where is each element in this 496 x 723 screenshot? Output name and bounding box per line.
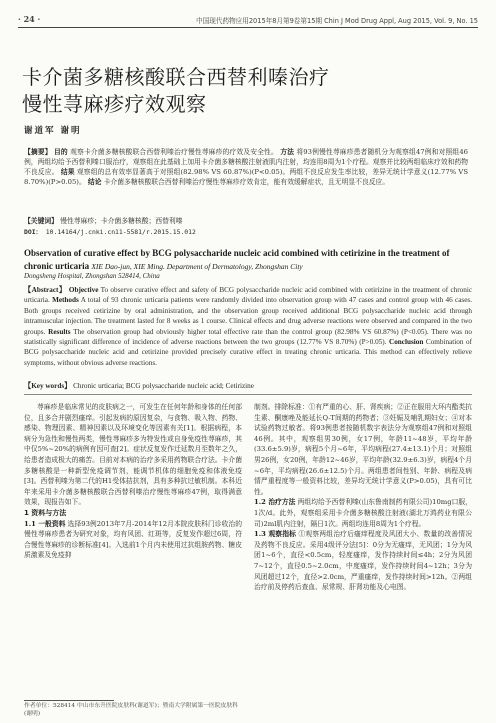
section-1-3-text: ①观察两组治疗后瘙痒程度及风团大小、数量的改善情况及药物不良反应。采用4级评分法[5]：0分为无瘙痒，无风团；1分为风团1~6个，直径<0.5cm，轻度瘙痒，发作持续时间≤4h；2分为风团7~12个，直径0.5~2.0cm，中度瘙痒，发作持续时间4~12h；3分为风团超过12个，直径>2.0cm，严重瘙痒，发作持续时间>12h。②两组治疗前及停药后查血、尿常规、肝肾功能及心电图。 [254, 530, 472, 592]
english-title-block [24, 247, 472, 273]
english-conclusion-label: Conclusion [389, 338, 424, 347]
results-label: 结果 [60, 168, 75, 176]
section-heading-observation: 1.3 观察指标 [254, 530, 297, 539]
section-1-1-text: 选择93例2013年7月-2014年12月本院皮肤科门诊收治的慢性荨麻疹患者为研究对象，均有风团、红斑等，反复发作超过6周，符合慢性荨麻疹的诊断标准[4]。入选前1个月内未使用过抗组胺药物、糖皮质激素及免疫抑 [24, 519, 242, 560]
running-header [18, 14, 478, 26]
exclusion-paragraph: 制剂。排除标准：①有严重的心、肝、肾疾病；②正在服用大环内酯类抗生素、酮康唑及能延长Q-T间期的药物者；③妊娠及哺乳期妇女；④对本试验药物过敏者。将93例患者按随机数字表法分为观察组47例和对照组46例。其中，观察组男30例，女17例，年龄11~48岁，平均年龄(33.6±5.9)岁，病程5个月~6年，平均病程(27.4±13.1)个月；对照组男26例，女20例，年龄12~46岁，平均年龄(32.9±6.3)岁，病程4个月~6年，平均病程(26.6±12.5)个月。两组患者间性别、年龄、病程及病情严重程度等一般资料比较，差异均无统计学意义(P>0.05)，具有可比性。 [254, 403, 472, 496]
section-1-1-paragraph [24, 519, 242, 561]
doi-label: DOI： [24, 228, 42, 236]
chinese-keywords [24, 216, 468, 226]
english-results-text: The observation group had obviously higher total effective rate than the control group (82.98% VS 60.87%) (P<0.05). There was no statistically significant difference of incidence of adverse reactions between the two groups (12.77% VS 8.70%) (P>0.05). [24, 327, 473, 347]
methods-label: 方法 [280, 148, 295, 156]
doi [24, 227, 468, 237]
section-heading-treatment: 1.2 治疗方法 [254, 498, 296, 507]
results-text: 观察组的总有效率显著高于对照组(82.98% VS 60.87%)(P<0.05)。两组不良反应发生率比较，差异无统计学意义(12.77% VS 8.70%)(P>0.05)。 [24, 168, 468, 186]
keywords-text: 慢性荨麻疹；卡介菌多糖核酸；西替利嗪 [60, 217, 183, 225]
authors: 谢道军 谢明 [24, 126, 82, 136]
body-column-left [24, 402, 242, 561]
english-abstract [24, 285, 472, 368]
section-1-3-paragraph [254, 529, 472, 593]
title-line-1: 卡介菌多糖核酸联合西替利嗪治疗 [22, 65, 330, 89]
english-conclusion-text: Combination of BCG polysaccharide nucleic acid and cetirizine provided precisely curative effect in treating chronic urticaria. This method can effectively relieve symptoms, without obvious adverse reactions. [24, 338, 472, 367]
section-1-2-text: 两组均给予西替利嗪(山东鲁南制药有限公司)10mg口服，1次/d。此外，观察组采用卡介菌多糖核酸注射液(湖北万鸿药业有限公司)2ml肌内注射，隔日1次。两组均连用8周为1个疗程。 [254, 498, 472, 528]
english-methods-label: Methods [52, 296, 79, 305]
english-keywords-text: Chronic urticaria; BCG polysaccharide nucleic acid; Cetirizine [73, 382, 254, 390]
section-heading-general-data: 1.1 一般资料 [24, 519, 66, 528]
article-title [22, 64, 462, 118]
page-number: · 24 · [18, 14, 41, 24]
body-column-right [254, 402, 472, 593]
section-divider [24, 394, 472, 395]
chinese-abstract [24, 147, 468, 187]
methods-text: 将93例慢性荨麻疹患者随机分为观察组47例和对照组46例，两组均给予西替利嗪口服治疗，观察组在此基础上加用卡介菌多糖核酸注射液肌内注射，均连用8周为1个疗程。观察并比较两组临床疗效和药物不良反应。 [24, 148, 469, 176]
english-affiliation: Dongsheng Hospital, Zhongshan 528414, China [24, 272, 160, 280]
english-keywords [24, 381, 472, 391]
english-methods-text: A total of 93 chronic urticaria patients were randomly divided into observation group with 47 cases and control group with 46 cases. Both groups received cetirizine by oral administration, and the observation group received additional BCG polysaccharide nucleic acid through intramuscular injection. The treatment lasted for 8 weeks as 1 course. Clinical effects and drug adverse reactions were observed and compared in the two groups. [24, 296, 472, 336]
english-abstract-label: 【Abstract】 [24, 286, 67, 294]
conclusion-text: 卡介菌多糖核酸联合西替利嗪治疗慢性荨麻疹疗效肯定，能有效缓解症状，且无明显不良反应。 [103, 178, 390, 186]
section-1-2-paragraph [254, 497, 472, 529]
section-heading-materials-methods: 1 资料与方法 [24, 508, 67, 517]
footnote-rule [24, 700, 114, 701]
english-results-label: Results [48, 327, 71, 336]
english-authors: XIE Dao-jun, XIE Ming. Department of Dermatology, Zhongshan City [91, 261, 303, 271]
english-objective-label: Objective [68, 286, 99, 294]
keywords-label: 【关键词】 [24, 217, 58, 225]
english-title: Observation of curative effect by BCG polysaccharide nucleic acid combined with cetirizine in the treatment of chronic urticaria [24, 248, 450, 271]
journal-citation: 中国现代药物应用2015年8月第9卷第15期 Chin J Mod Drug Appl, Aug 2015, Vol. 9, No. 15 [196, 17, 478, 25]
abstract-label: 【摘要】 [24, 148, 52, 156]
conclusion-label: 结论 [87, 178, 102, 186]
english-objective-text: To observe curative effect and safety of BCG polysaccharide nucleic acid combined with cetirizine in the treatment of chronic urticaria. [24, 286, 473, 305]
header-rule [18, 27, 478, 28]
objective-text: 观察卡介菌多糖核酸联合西替利嗪治疗慢性荨麻疹的疗效及安全性。 [70, 148, 278, 156]
author-affiliation-footnote: 作者单位：528414 中山市东升医院皮肤科(谢道军)；暨南大学附属第一医院皮肤科(谢明) [24, 703, 238, 717]
objective-label: 目的 [54, 148, 68, 156]
doi-value: 10.14164/j.cnki.cn11-5581/r.2015.15.012 [45, 228, 196, 236]
intro-paragraph: 荨麻疹是临床常见的皮肤病之一，可发生在任何年龄和身体的任何部位，且多合并剧烈瘙痒。引起发病的原因复杂，与食物、吸入物、药物、感染、物理因素、精神因素以及环境变化等因素有关[1]。根据病程，本病分为急性和慢性两类，慢性荨麻疹多为特发性或自身免疫性荨麻疹，其中仅5%~20%的病例有因可查[2]。症状反复发作迁延数月至数年之久，给患者造成极大的痛苦。目前对本病的治疗多采用药物联合疗法。卡介菌多糖核酸是一种新型免疫调节剂，能调节机体的细胞免疫和体液免疫[3]。西替利嗪为第二代的H1受体拮抗剂，具有多种抗过敏机制。本科近年来采用卡介菌多糖核酸联合西替利嗪治疗慢性荨麻疹47例，取得满意效果，现报告如下。 [24, 403, 242, 507]
english-keywords-label: 【Key words】 [24, 382, 72, 390]
title-line-2: 慢性荨麻疹疗效观察 [22, 92, 207, 116]
